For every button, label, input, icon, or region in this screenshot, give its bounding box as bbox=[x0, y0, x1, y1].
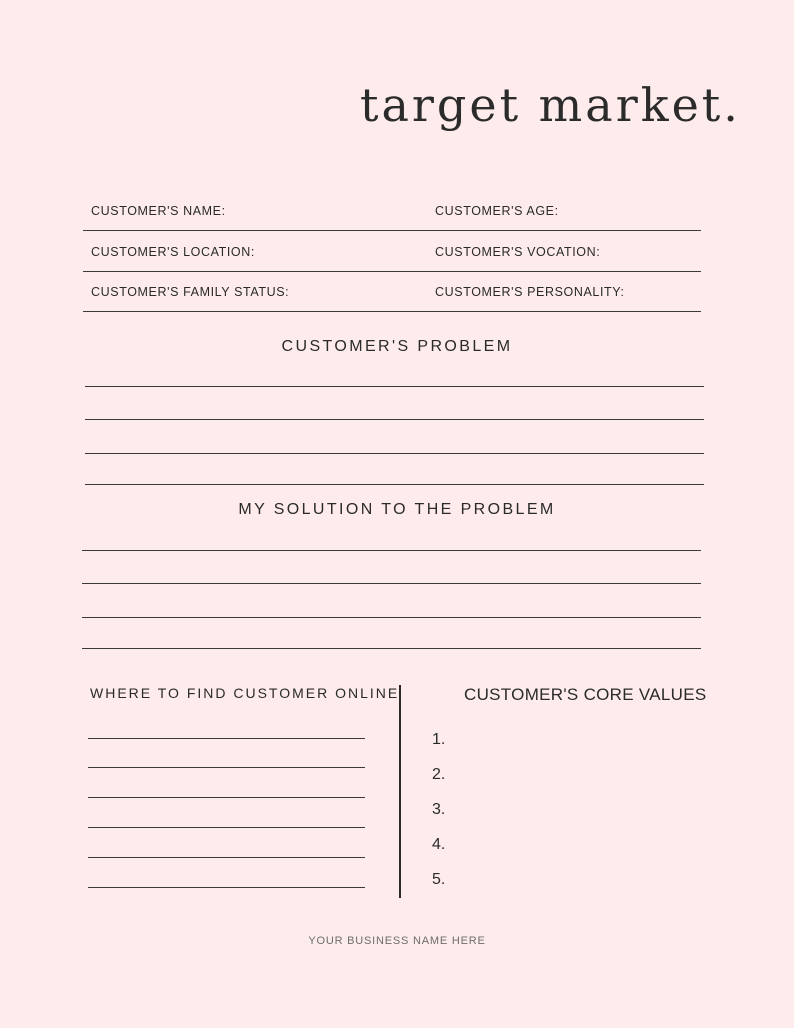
field-row-name-age bbox=[83, 190, 701, 231]
problem-line-2 bbox=[85, 419, 704, 420]
online-heading: WHERE TO FIND CUSTOMER ONLINE bbox=[90, 685, 400, 701]
core-value-item-5: 5. bbox=[432, 871, 446, 888]
core-value-item-1: 1. bbox=[432, 731, 446, 748]
customer-location-label: CUSTOMER'S LOCATION: bbox=[91, 245, 255, 259]
online-line-3 bbox=[88, 797, 365, 798]
problem-line-1 bbox=[85, 386, 704, 387]
field-row-location-vocation bbox=[83, 231, 701, 272]
solution-line-3 bbox=[82, 617, 701, 618]
customer-name-label: CUSTOMER'S NAME: bbox=[91, 204, 226, 218]
customer-problem-heading: CUSTOMER'S PROBLEM bbox=[281, 338, 513, 355]
column-divider bbox=[399, 685, 401, 898]
customer-age-label: CUSTOMER'S AGE: bbox=[435, 204, 559, 218]
online-line-4 bbox=[88, 827, 365, 828]
online-line-1 bbox=[88, 738, 365, 739]
page-title: target market. bbox=[360, 78, 741, 132]
problem-line-4 bbox=[85, 484, 704, 485]
field-row-family-personality bbox=[83, 271, 701, 312]
solution-line-4 bbox=[82, 648, 701, 649]
online-line-2 bbox=[88, 767, 365, 768]
customer-personality-label: CUSTOMER'S PERSONALITY: bbox=[435, 285, 625, 299]
business-name-footer: YOUR BUSINESS NAME HERE bbox=[308, 935, 486, 947]
online-line-6 bbox=[88, 887, 365, 888]
solution-line-2 bbox=[82, 583, 701, 584]
core-value-item-2: 2. bbox=[432, 766, 446, 783]
core-values-heading: CUSTOMER'S CORE VALUES bbox=[464, 685, 707, 704]
online-line-5 bbox=[88, 857, 365, 858]
customer-vocation-label: CUSTOMER'S VOCATION: bbox=[435, 245, 601, 259]
solution-heading: MY SOLUTION TO THE PROBLEM bbox=[238, 501, 556, 518]
core-value-item-3: 3. bbox=[432, 801, 446, 818]
solution-line-1 bbox=[82, 550, 701, 551]
core-value-item-4: 4. bbox=[432, 836, 446, 853]
problem-line-3 bbox=[85, 453, 704, 454]
customer-family-status-label: CUSTOMER'S FAMILY STATUS: bbox=[91, 285, 290, 299]
